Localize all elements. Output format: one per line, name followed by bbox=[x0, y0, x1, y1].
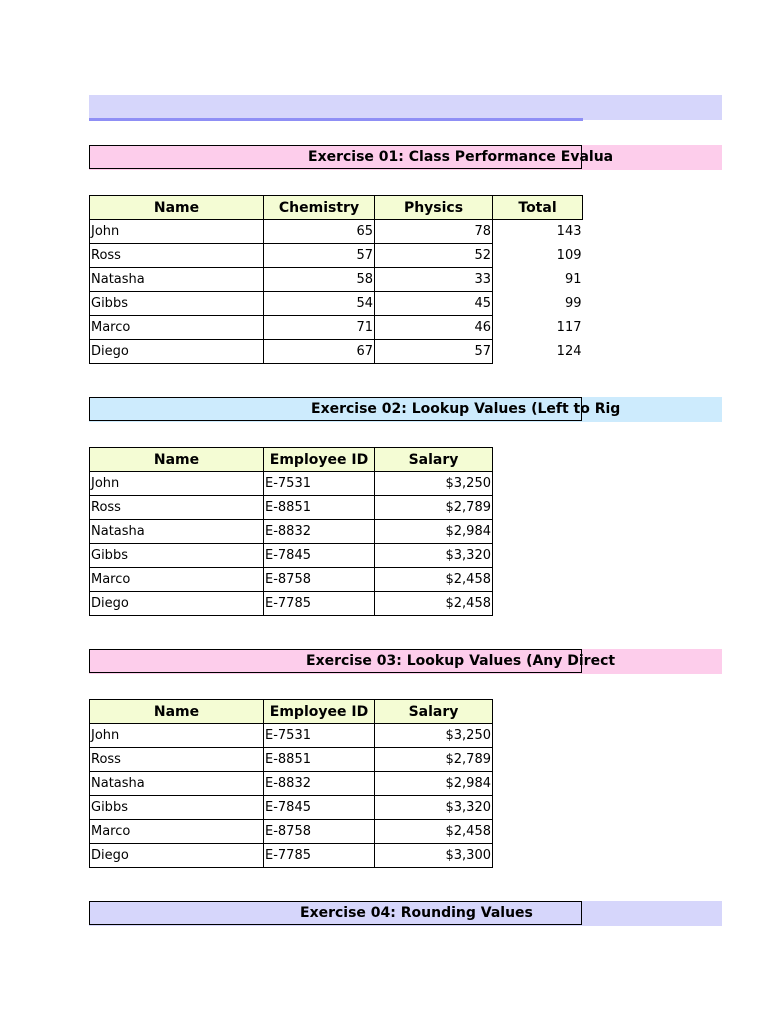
table-row bbox=[90, 220, 583, 244]
exercise-02-header bbox=[89, 397, 621, 421]
employee-id-cell[interactable]: E-7785 bbox=[264, 844, 375, 868]
table-row bbox=[90, 772, 493, 796]
physics-cell[interactable]: 33 bbox=[375, 268, 493, 292]
chemistry-cell[interactable]: 71 bbox=[264, 316, 375, 340]
table-row bbox=[90, 340, 583, 364]
column-header-total: Total bbox=[493, 196, 583, 220]
exercise-02-title: Exercise 02: Lookup Values (Left to Rig bbox=[311, 401, 621, 417]
table-row bbox=[90, 244, 583, 268]
exercise-01-title: Exercise 01: Class Performance Evalua bbox=[308, 149, 614, 165]
name-cell[interactable]: Diego bbox=[90, 340, 264, 364]
chemistry-cell[interactable]: 58 bbox=[264, 268, 375, 292]
name-cell[interactable]: Ross bbox=[90, 496, 264, 520]
column-header-name: Name bbox=[90, 196, 264, 220]
total-cell[interactable]: 117 bbox=[493, 316, 583, 340]
physics-cell[interactable]: 46 bbox=[375, 316, 493, 340]
chemistry-cell[interactable]: 57 bbox=[264, 244, 375, 268]
employee-id-cell[interactable]: E-7845 bbox=[264, 544, 375, 568]
employee-lookup-table bbox=[89, 447, 493, 616]
name-cell[interactable]: John bbox=[90, 724, 264, 748]
exercise-04-title: Exercise 04: Rounding Values bbox=[300, 905, 533, 921]
top-title-underline bbox=[89, 118, 583, 121]
employee-id-cell[interactable]: E-8832 bbox=[264, 772, 375, 796]
column-header-name: Name bbox=[90, 700, 264, 724]
total-cell[interactable]: 99 bbox=[493, 292, 583, 316]
name-cell[interactable]: Diego bbox=[90, 592, 264, 616]
salary-cell[interactable]: $3,320 bbox=[375, 544, 493, 568]
table-row bbox=[90, 292, 583, 316]
salary-cell[interactable]: $3,250 bbox=[375, 724, 493, 748]
employee-id-cell[interactable]: E-8832 bbox=[264, 520, 375, 544]
name-cell[interactable]: Natasha bbox=[90, 268, 264, 292]
table-row bbox=[90, 568, 493, 592]
name-cell[interactable]: Natasha bbox=[90, 520, 264, 544]
name-cell[interactable]: Gibbs bbox=[90, 796, 264, 820]
table-row bbox=[90, 796, 493, 820]
salary-cell[interactable]: $2,789 bbox=[375, 496, 493, 520]
salary-cell[interactable]: $2,789 bbox=[375, 748, 493, 772]
employee-id-cell[interactable]: E-8851 bbox=[264, 496, 375, 520]
name-cell[interactable]: Diego bbox=[90, 844, 264, 868]
name-cell[interactable]: Marco bbox=[90, 820, 264, 844]
column-header-chemistry: Chemistry bbox=[264, 196, 375, 220]
salary-cell[interactable]: $2,984 bbox=[375, 520, 493, 544]
exercise-03-header bbox=[89, 649, 616, 673]
employee-id-cell[interactable]: E-8851 bbox=[264, 748, 375, 772]
name-cell[interactable]: Gibbs bbox=[90, 292, 264, 316]
table-row bbox=[90, 496, 493, 520]
table-header-row bbox=[90, 700, 493, 724]
table-row bbox=[90, 472, 493, 496]
physics-cell[interactable]: 45 bbox=[375, 292, 493, 316]
total-cell[interactable]: 124 bbox=[493, 340, 583, 364]
name-cell[interactable]: Marco bbox=[90, 568, 264, 592]
employee-id-cell[interactable]: E-7785 bbox=[264, 592, 375, 616]
employee-id-cell[interactable]: E-7845 bbox=[264, 796, 375, 820]
table-row bbox=[90, 544, 493, 568]
column-header-salary: Salary bbox=[375, 448, 493, 472]
physics-cell[interactable]: 78 bbox=[375, 220, 493, 244]
salary-cell[interactable]: $2,458 bbox=[375, 568, 493, 592]
table-row bbox=[90, 820, 493, 844]
physics-cell[interactable]: 57 bbox=[375, 340, 493, 364]
table-header-row bbox=[90, 448, 493, 472]
table-row bbox=[90, 844, 493, 868]
exercise-01-header bbox=[89, 145, 614, 169]
employee-id-cell[interactable]: E-7531 bbox=[264, 724, 375, 748]
total-cell[interactable]: 143 bbox=[493, 220, 583, 244]
top-title-band bbox=[89, 95, 722, 120]
table-row bbox=[90, 316, 583, 340]
column-header-salary: Salary bbox=[375, 700, 493, 724]
table-header-row bbox=[90, 196, 583, 220]
exercise-03-title: Exercise 03: Lookup Values (Any Direct bbox=[306, 653, 616, 669]
name-cell[interactable]: Gibbs bbox=[90, 544, 264, 568]
table-row bbox=[90, 748, 493, 772]
physics-cell[interactable]: 52 bbox=[375, 244, 493, 268]
column-header-name: Name bbox=[90, 448, 264, 472]
column-header-employee-id: Employee ID bbox=[264, 448, 375, 472]
name-cell[interactable]: Natasha bbox=[90, 772, 264, 796]
table-row bbox=[90, 592, 493, 616]
name-cell[interactable]: John bbox=[90, 472, 264, 496]
salary-cell[interactable]: $3,250 bbox=[375, 472, 493, 496]
table-row bbox=[90, 724, 493, 748]
salary-cell[interactable]: $2,458 bbox=[375, 820, 493, 844]
total-cell[interactable]: 109 bbox=[493, 244, 583, 268]
chemistry-cell[interactable]: 67 bbox=[264, 340, 375, 364]
salary-cell[interactable]: $2,458 bbox=[375, 592, 493, 616]
class-performance-table bbox=[89, 195, 583, 364]
chemistry-cell[interactable]: 54 bbox=[264, 292, 375, 316]
salary-cell[interactable]: $3,300 bbox=[375, 844, 493, 868]
exercise-04-header bbox=[89, 901, 582, 925]
total-cell[interactable]: 91 bbox=[493, 268, 583, 292]
table-row bbox=[90, 520, 493, 544]
name-cell[interactable]: Ross bbox=[90, 244, 264, 268]
salary-cell[interactable]: $2,984 bbox=[375, 772, 493, 796]
name-cell[interactable]: Marco bbox=[90, 316, 264, 340]
employee-lookup-any-direction-table bbox=[89, 699, 493, 868]
employee-id-cell[interactable]: E-8758 bbox=[264, 820, 375, 844]
name-cell[interactable]: Ross bbox=[90, 748, 264, 772]
table-row bbox=[90, 268, 583, 292]
salary-cell[interactable]: $3,320 bbox=[375, 796, 493, 820]
employee-id-cell[interactable]: E-8758 bbox=[264, 568, 375, 592]
column-header-physics: Physics bbox=[375, 196, 493, 220]
chemistry-cell[interactable]: 65 bbox=[264, 220, 375, 244]
column-header-employee-id: Employee ID bbox=[264, 700, 375, 724]
employee-id-cell[interactable]: E-7531 bbox=[264, 472, 375, 496]
name-cell[interactable]: John bbox=[90, 220, 264, 244]
